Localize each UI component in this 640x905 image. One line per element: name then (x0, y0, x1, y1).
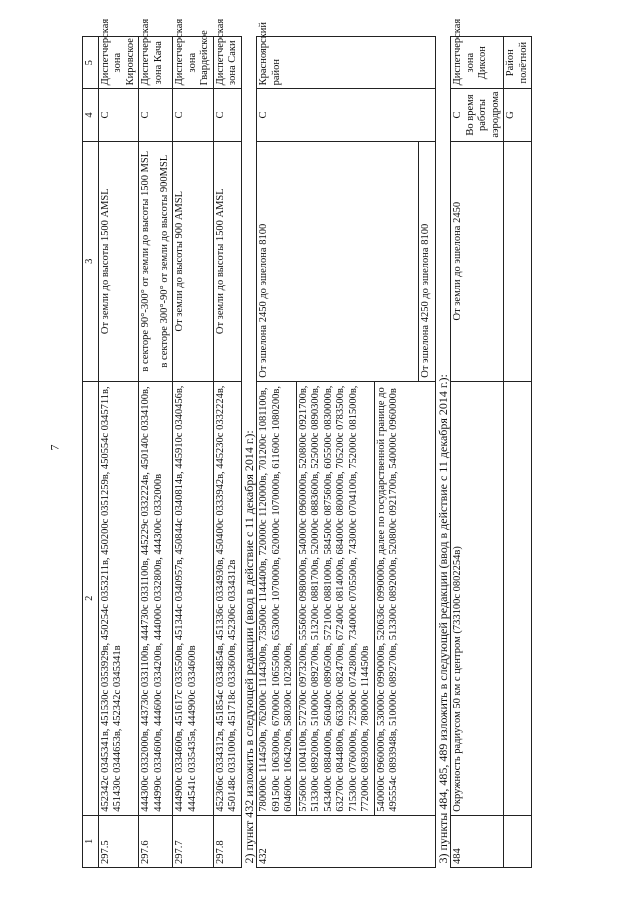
coordinates: 452306с 0334312в, 451854с 0334854в, 451336с 0334930в, 450400с 0333942в, 445230с 0332224в, 450148с 0331000в, 451718с 0333600в, 452306с 0334312в (213, 381, 241, 815)
class-note: Во время работы аэродрома (464, 91, 501, 138)
table-row-partial (504, 37, 532, 868)
coordinates: 444900с 0334600в, 451617с 0335500в, 451344с 0340957в, 450844с 0340814в, 445910с 0340456в, 444541с 0335435в, 444900с 0334600в (173, 381, 214, 815)
table-row (139, 37, 173, 868)
airspace-class: С (257, 89, 436, 141)
airspace-class: С (98, 89, 139, 141)
coordinates: 452342c 0345341в, 451530с 0353929в, 450254с 0353211в, 450200с 0351259в, 450554с 0345711в, 451430с 0344653в, 452342с 0345341в (98, 381, 139, 815)
airspace-class: G (504, 89, 532, 141)
zone-name: Диспетчерская зона Кача (139, 37, 173, 89)
page-number: 7 (47, 444, 62, 451)
table-row (257, 37, 436, 868)
row-number: 297.5 (98, 815, 139, 867)
header-cell: 3 (83, 141, 99, 381)
zone-name: Диспетчерская зона Гвардейское (173, 37, 214, 89)
section-heading-row (241, 37, 257, 868)
section-heading: 2) пункт 432 изложить в следующей редакции (ввод в действие с 11 декабря 2014 г.): (241, 37, 257, 868)
altitude-sector-1: в секторе 90°-300° от земли до высоты 1500 MSL (140, 150, 151, 372)
row-number: 297.8 (213, 815, 241, 867)
zone-name: Диспетчерская зона Кировское (98, 37, 139, 89)
altitude-part-c: От эшелона 4250 до эшелона 8100 (418, 142, 434, 381)
row-number: 297.6 (139, 815, 173, 867)
header-cell: 1 (83, 815, 99, 867)
altitude: От земли до высоты 1500 AMSL (98, 141, 139, 381)
zone-name: Диспетчерская зона Диксон (451, 37, 504, 89)
airspace-class: С (139, 89, 173, 141)
coordinates-part-a: 780000с 1144500в, 762000с 1144300в, 735000с 1144400в, 720000с 1120000в, 701200с 1081100в, 691500с 1063000в, 670000с 1065500в, 653000с 1070000в, 620000с 1070000в, 611600с 1080200в, 604600с 1064200в, 580300с 1023000в, (258, 385, 294, 812)
altitude-sector-2: в секторе 300°-90° от земли до высоты 900MSL (158, 154, 170, 368)
zone-name: Район полётной (504, 37, 532, 89)
section-heading: 3) пункты 484, 485, 489 изложить в следующей редакции (ввод в действие с 11 декабря 2014 г.): (435, 37, 451, 868)
airspace-class: С (213, 89, 241, 141)
altitude: От земли до эшелона 2450 (451, 141, 504, 381)
table-row (173, 37, 214, 868)
row-number: 432 (257, 815, 436, 867)
altitude: От земли до высоты 1500 AMSL (213, 141, 241, 381)
coordinates: 444300с 0332000в, 443730с 0331100в, 444730с 0331100в, 445229с 0332224в, 450140с 0334100в, 444990с 0334600в, 444600с 0334200в, 444000с 0332800в, 444300с 0332000в (139, 381, 173, 815)
coordinates-part-b: 575600с 1004100в, 572700с 0973200в, 555600с 0980000в, 540000с 0960000в, 520800с 0921700в, 513300с 0892000в, 510000с 0892700в, 513200с 0881700в, 520000с 0883600в, 525000с 0890300в, 543400с 0884000в, 560400с 0890500в, 572100с 0881000в, 584500с 0875600в, 605500с 0830000в, 632700с 0844800в, 663300с 0824700в, 672400с 0814000в, 684000с 0800000в, 705200с 0783500в, 715300с 0760000в, 725900с 0742800в, 734000с 0705500в, 743000с 0704100в, 752000с 0815000в, 772000с 0893000в, 780000с 1144500в (296, 382, 374, 815)
zone-name: Красноярский район (257, 37, 436, 89)
table-row (451, 37, 504, 868)
airspace-class: С (173, 89, 214, 141)
header-row (83, 37, 99, 868)
airspace-class (451, 89, 504, 141)
row-number: 484 (451, 815, 504, 867)
section-heading-row (435, 37, 451, 868)
coordinates (257, 381, 436, 815)
altitude (139, 141, 173, 381)
altitude (257, 141, 436, 381)
table-row (213, 37, 241, 868)
airspace-table (82, 18, 532, 868)
rotated-table-area (82, 18, 622, 868)
class-value: С (452, 111, 463, 119)
table-row (98, 37, 139, 868)
coordinates-part-c: 540000с 0960000в, 530000с 0990000в, 520636с 0990000в, далее по государственной границе до 495554с 0893948в, 510000с 0892700в, 513300с 0892000в, 520800с 0921700в, 540000с 0960000в (374, 382, 402, 815)
header-cell: 4 (83, 89, 99, 141)
header-cell: 5 (83, 37, 99, 89)
altitude-part-a: От эшелона 2450 до эшелона 8100 (258, 223, 269, 378)
header-cell: 2 (83, 381, 99, 815)
zone-name: Диспетчерская зона Саки (213, 37, 241, 89)
altitude: От земли до высоты 900 AMSL (173, 141, 214, 381)
row-number: 297.7 (173, 815, 214, 867)
coordinates: Окружность радиусом 50 км с центром (733100с 0802254в) (451, 381, 504, 815)
